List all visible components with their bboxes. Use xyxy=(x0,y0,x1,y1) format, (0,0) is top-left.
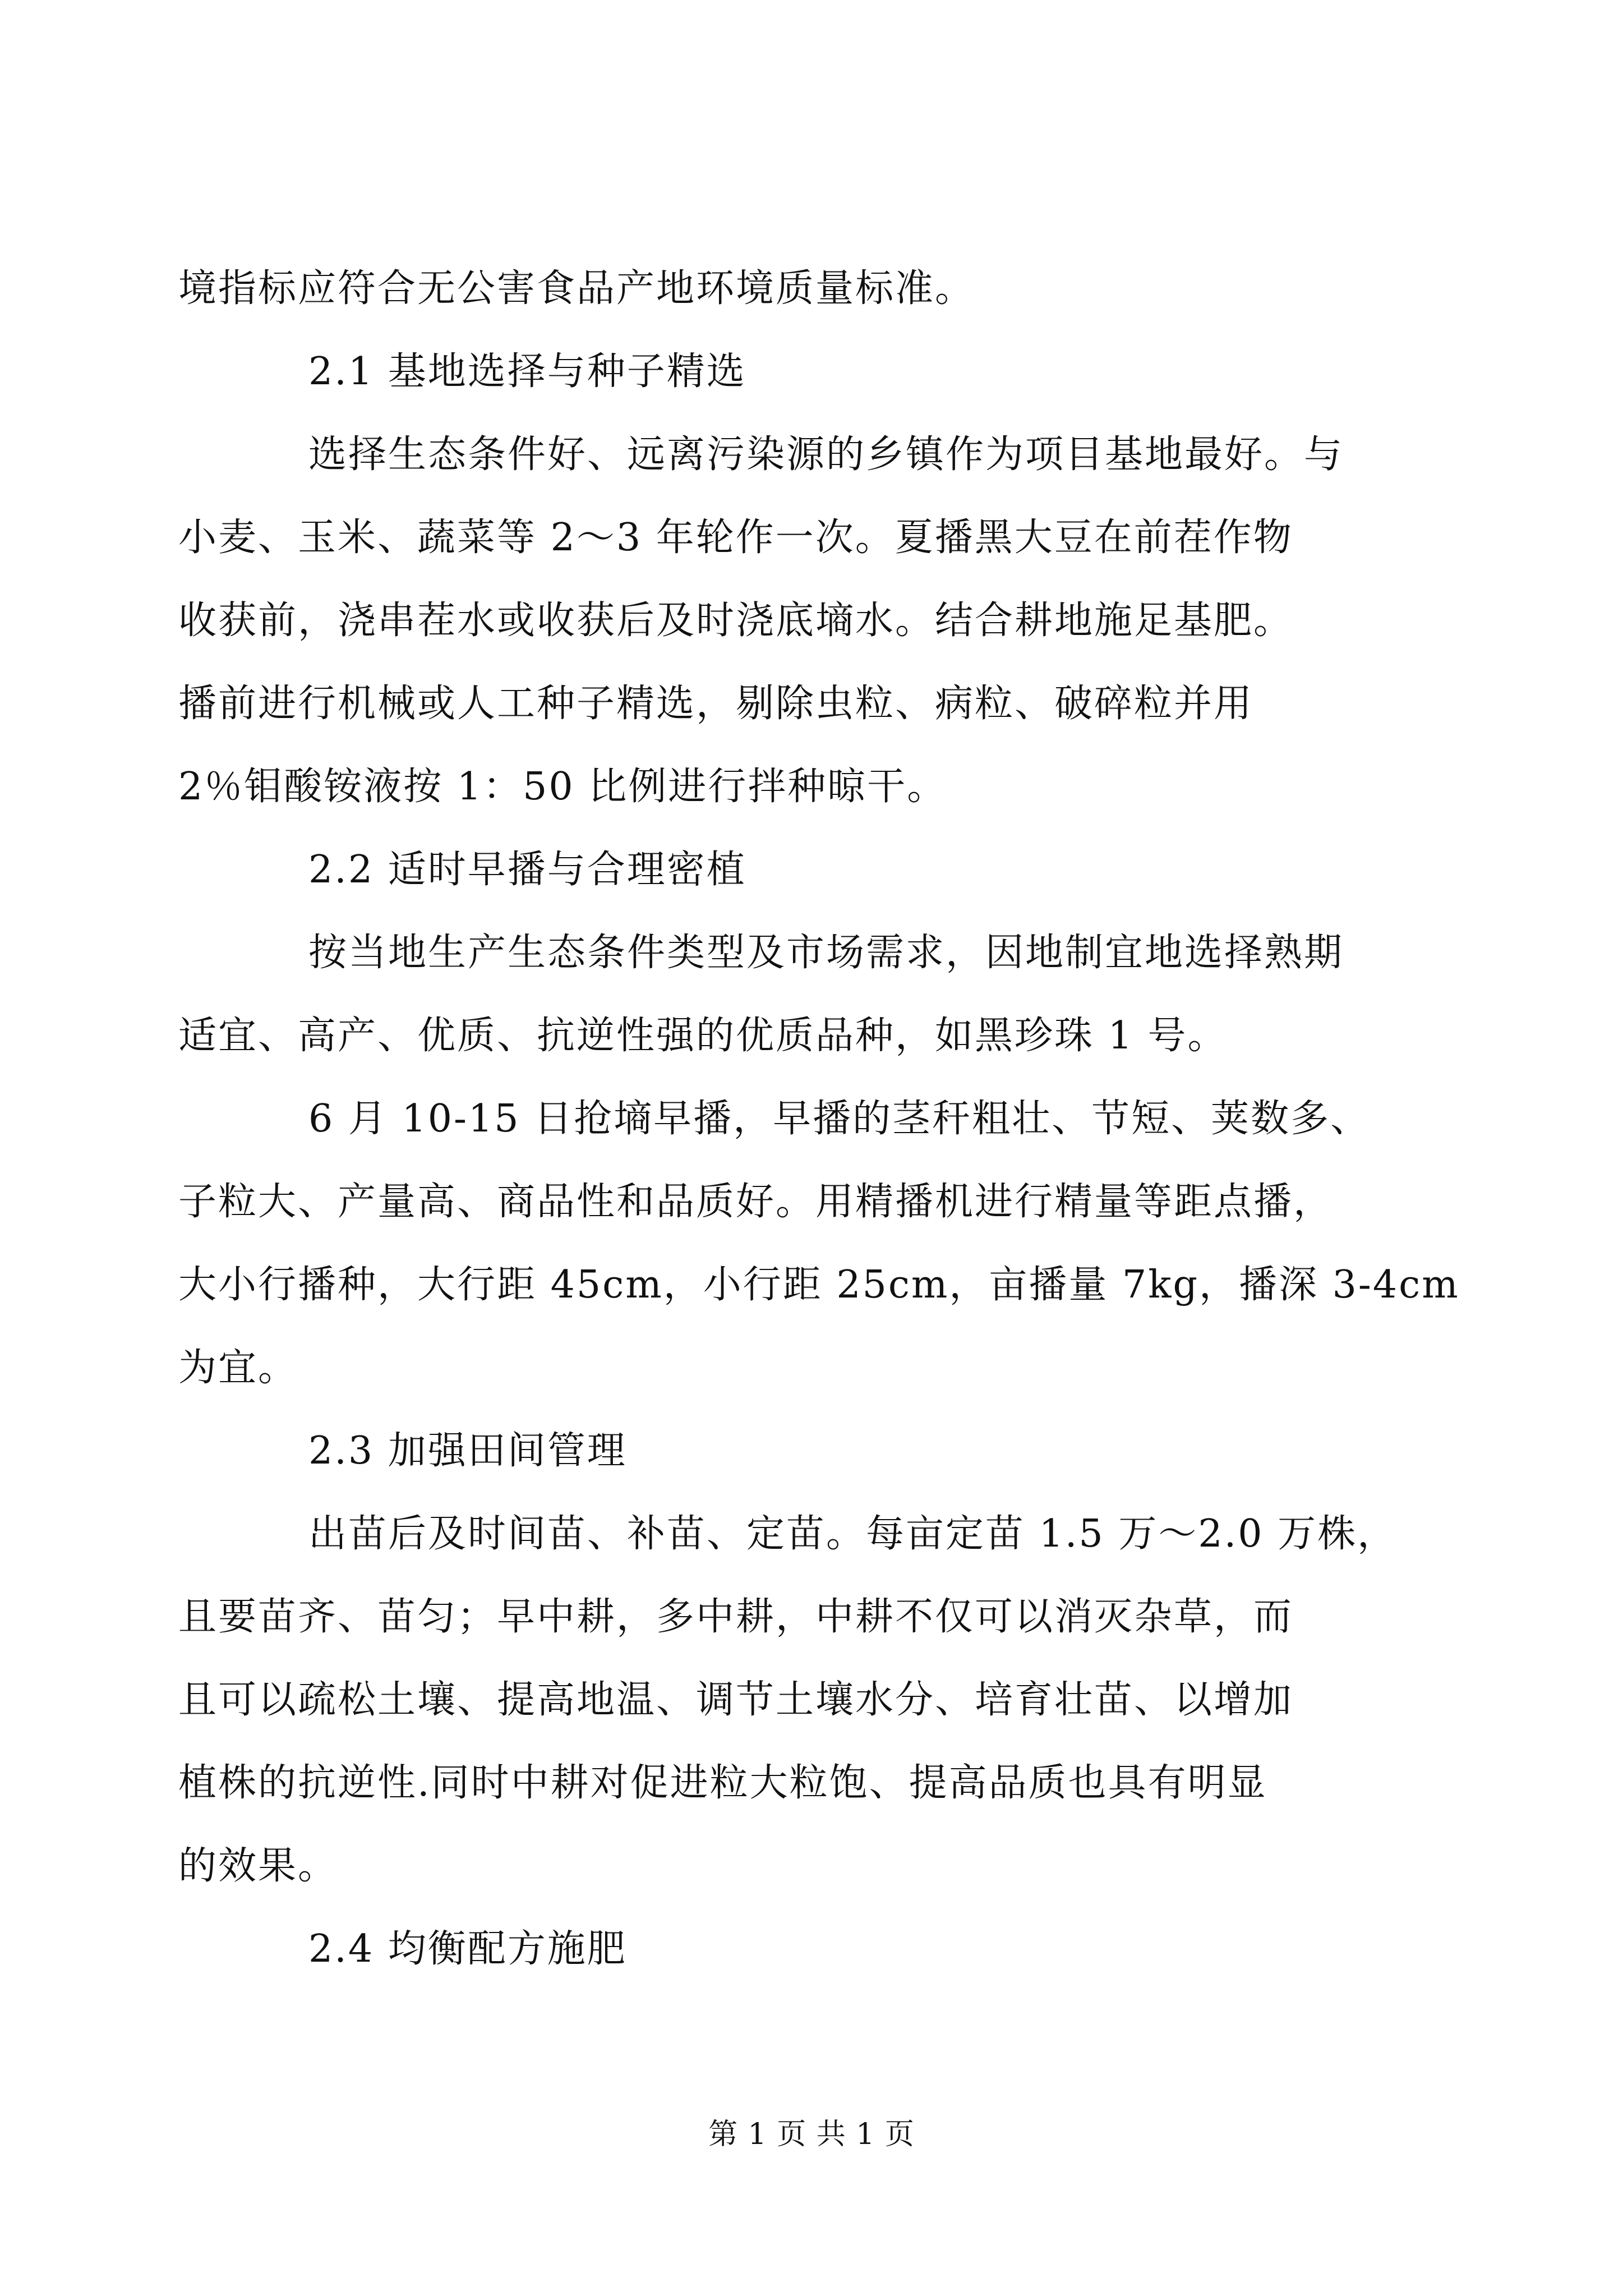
section-heading: 2.4 均衡配方施肥 xyxy=(308,1927,627,1971)
paragraph-line: 大小行播种，大行距 45cm，小行距 25cm，亩播量 7kg，播深 3-4cm xyxy=(178,1263,1460,1307)
paragraph-line: 出苗后及时间苗、补苗、定苗。每亩定苗 1.5 万～2.0 万株， xyxy=(308,1512,1398,1556)
page-footer: 第 1 页 共 1 页 xyxy=(708,2118,915,2151)
paragraph-line: 选择生态条件好、远离污染源的乡镇作为项目基地最好。与 xyxy=(308,432,1344,477)
paragraph-line: 的效果。 xyxy=(178,1844,338,1888)
paragraph-line: 且要苗齐、苗匀；早中耕，多中耕，中耕不仅可以消灭杂草，而 xyxy=(178,1595,1294,1639)
paragraph-line: 按当地生产生态条件类型及市场需求，因地制宜地选择熟期 xyxy=(308,931,1344,975)
paragraph-line: 适宜、高产、优质、抗逆性强的优质品种，如黑珍珠 1 号。 xyxy=(178,1014,1228,1058)
paragraph-line: 境指标应符合无公害食品产地环境质量标准。 xyxy=(178,266,975,311)
paragraph-line: 播前进行机械或人工种子精选，剔除虫粒、病粒、破碎粒并用 xyxy=(178,682,1254,726)
paragraph-line: 且可以疏松土壤、提高地温、调节土壤水分、培育壮苗、以增加 xyxy=(178,1678,1294,1722)
paragraph-line: 收获前，浇串茬水或收获后及时浇底墒水。结合耕地施足基肥。 xyxy=(178,599,1294,643)
paragraph-line: 子粒大、产量高、商品性和品质好。用精播机进行精量等距点播， xyxy=(178,1180,1334,1224)
section-heading: 2.2 适时早播与合理密植 xyxy=(308,848,746,892)
paragraph-line: 2％钼酸铵液按 1：50 比例进行拌种晾干。 xyxy=(178,765,947,809)
section-heading: 2.1 基地选择与种子精选 xyxy=(308,349,746,394)
paragraph-line: 小麦、玉米、蔬菜等 2～3 年轮作一次。夏播黑大豆在前茬作物 xyxy=(178,516,1293,560)
section-heading: 2.3 加强田间管理 xyxy=(308,1429,627,1473)
paragraph-line: 植株的抗逆性.同时中耕对促进粒大粒饱、提高品质也具有明显 xyxy=(178,1761,1267,1805)
paragraph-line: 为宜。 xyxy=(178,1346,298,1390)
paragraph-line: 6 月 10-15 日抢墒早播，早播的茎秆粗壮、节短、荚数多、 xyxy=(308,1097,1371,1141)
